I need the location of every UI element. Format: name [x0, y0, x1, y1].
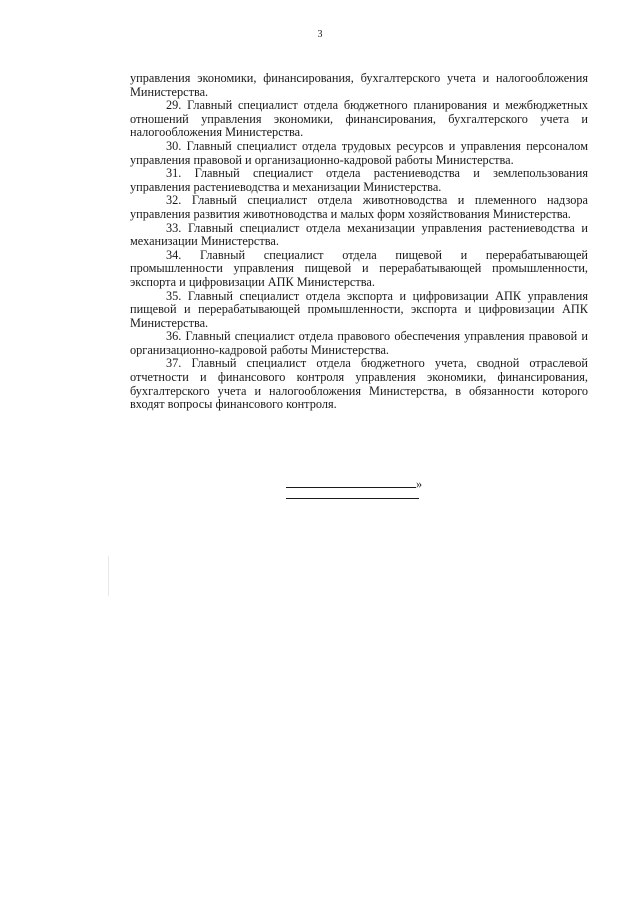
paragraph-item-30: 30. Главный специалист отдела трудовых ресурсов и управления персоналом управления правовой и организационно-кадровой работы Министерства. — [130, 138, 588, 167]
paragraph-item-37: 37. Главный специалист отдела бюджетного учета, сводной отраслевой отчетности и финансового контроля управления экономики, финансирования, бухгалтерского учета и налогообложения Министерства, в обязанности которого входят вопросы финансового контроля. — [130, 356, 588, 412]
paragraph-item-34: 34. Главный специалист отдела пищевой и перерабатывающей промышленности управления пищевой и перерабатывающей промышленности, экспорта и цифровизации АПК Министерства. — [130, 247, 588, 289]
paragraph-continuation: управления экономики, финансирования, бухгалтерского учета и налогообложения Министерства. — [130, 71, 588, 99]
document-body — [130, 72, 588, 412]
closing-rule-upper — [286, 487, 416, 488]
paragraph-item-33: 33. Главный специалист отдела механизации управления растениеводства и механизации Министерства. — [130, 220, 588, 249]
paragraph-item-35: 35. Главный специалист отдела экспорта и цифровизации АПК управления пищевой и перерабатывающей промышленности, экспорта и цифровизации АПК Министерства. — [130, 288, 588, 330]
closing-rule-lower — [286, 498, 419, 499]
paragraph-item-29: 29. Главный специалист отдела бюджетного планирования и межбюджетных отношений управления экономики, финансирования, бухгалтерского учета и налогообложения Министерства. — [130, 98, 588, 140]
page-number: 3 — [317, 29, 323, 40]
scan-margin-mark — [108, 556, 109, 596]
closing-mark — [286, 478, 422, 492]
closing-quote: » — [416, 477, 423, 491]
paragraph-item-32: 32. Главный специалист отдела животноводства и племенного надзора управления развития животноводства и малых форм хозяйствования Министерства. — [130, 193, 588, 221]
paragraph-item-36: 36. Главный специалист отдела правового обеспечения управления правовой и организационно-кадровой работы Министерства. — [130, 329, 588, 357]
paragraph-item-31: 31. Главный специалист отдела растениеводства и землепользования управления растениеводства и механизации Министерства. — [130, 166, 588, 194]
